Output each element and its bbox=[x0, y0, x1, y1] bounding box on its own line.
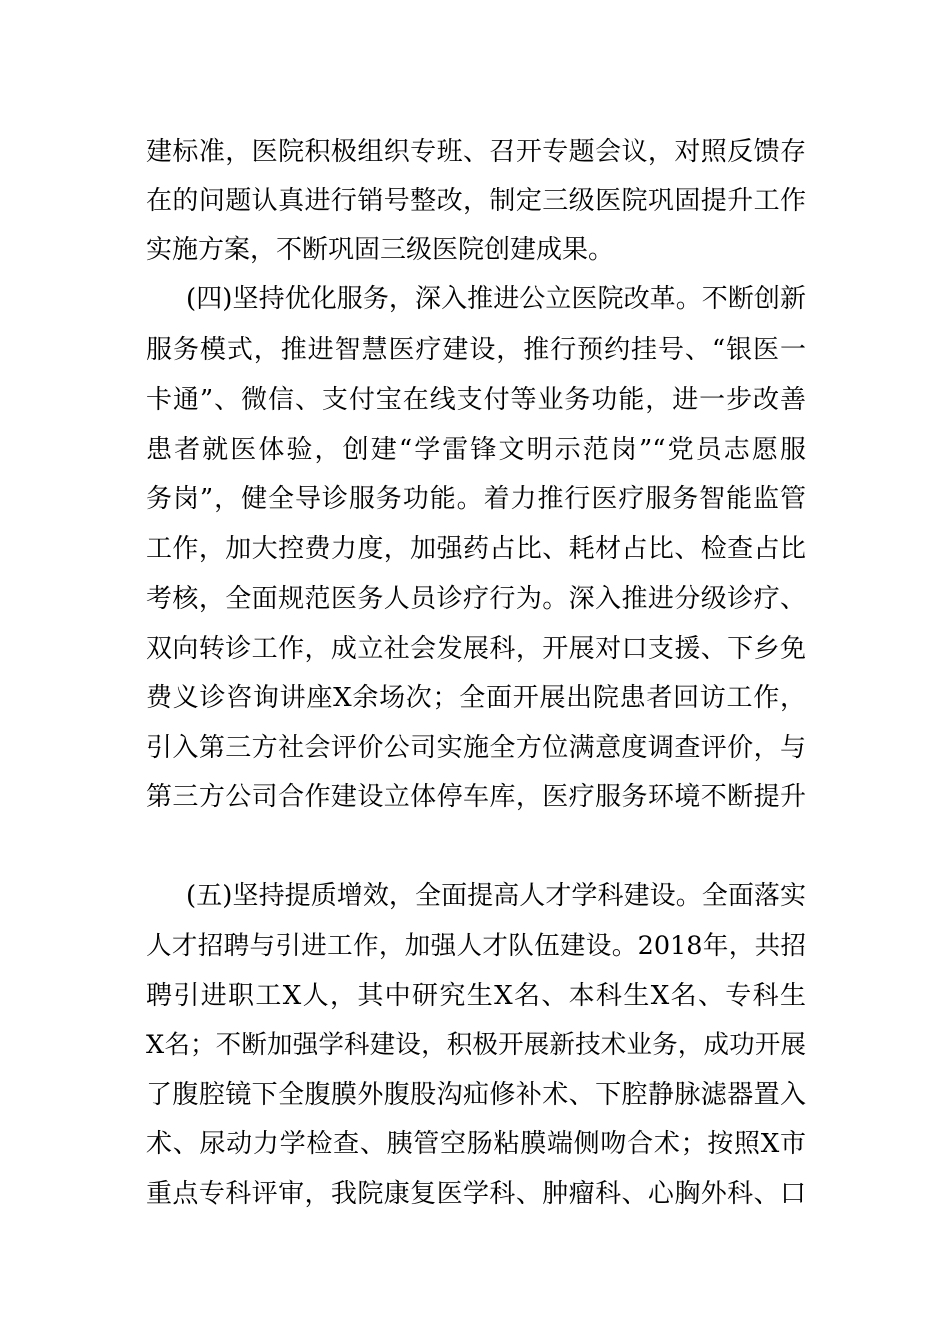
text-line: 在的问题认真进行销号整改，制定三级医院巩固提升工作 bbox=[146, 186, 806, 216]
text-line: 工作，加大控费力度，加强药占比、耗材占比、检查占比 bbox=[146, 534, 806, 564]
text-line: 服务模式，推进智慧医疗建设，推行预约挂号、“银医一 bbox=[146, 335, 806, 365]
text-line: 了腹腔镜下全腹膜外腹股沟疝修补术、下腔静脉滤器置入 bbox=[146, 1080, 806, 1110]
text-line: 患者就医体验，创建“学雷锋文明示范岗”“党员志愿服 bbox=[146, 435, 806, 465]
text-line: 引入第三方社会评价公司实施全方位满意度调查评价，与 bbox=[146, 733, 806, 763]
text-line: 考核，全面规范医务人员诊疗行为。深入推进分级诊疗、 bbox=[146, 584, 806, 614]
text-line: 第三方公司合作建设立体停车库，医疗服务环境不断提升 bbox=[146, 782, 806, 812]
text-line: 卡通”、微信、支付宝在线支付等业务功能，进一步改善 bbox=[146, 385, 806, 415]
paragraph-heading-line: (四)坚持优化服务，深入推进公立医院改革。不断创新 bbox=[186, 284, 806, 314]
text-line: 聘引进职工X人，其中研究生X名、本科生X名、专科生 bbox=[146, 981, 806, 1011]
text-line: 人才招聘与引进工作，加强人才队伍建设。2018年，共招 bbox=[146, 931, 806, 961]
text-line: 务岗”，健全导诊服务功能。着力推行医疗服务智能监管 bbox=[146, 484, 806, 514]
paragraph-heading-line: (五)坚持提质增效，全面提高人才学科建设。全面落实 bbox=[186, 881, 806, 911]
text-line: 费义诊咨询讲座X余场次；全面开展出院患者回访工作， bbox=[146, 683, 806, 713]
text-line: 术、尿动力学检查、胰管空肠粘膜端侧吻合术；按照X市 bbox=[146, 1129, 806, 1159]
text-line: 建标准，医院积极组织专班、召开专题会议，对照反馈存 bbox=[146, 137, 806, 167]
text-line: 双向转诊工作，成立社会发展科，开展对口支援、下乡免 bbox=[146, 634, 806, 664]
text-line: 实施方案，不断巩固三级医院创建成果。 bbox=[146, 235, 615, 265]
text-line: 重点专科评审，我院康复医学科、肿瘤科、心胸外科、口 bbox=[146, 1179, 806, 1209]
text-line: X名；不断加强学科建设，积极开展新技术业务，成功开展 bbox=[146, 1030, 806, 1060]
